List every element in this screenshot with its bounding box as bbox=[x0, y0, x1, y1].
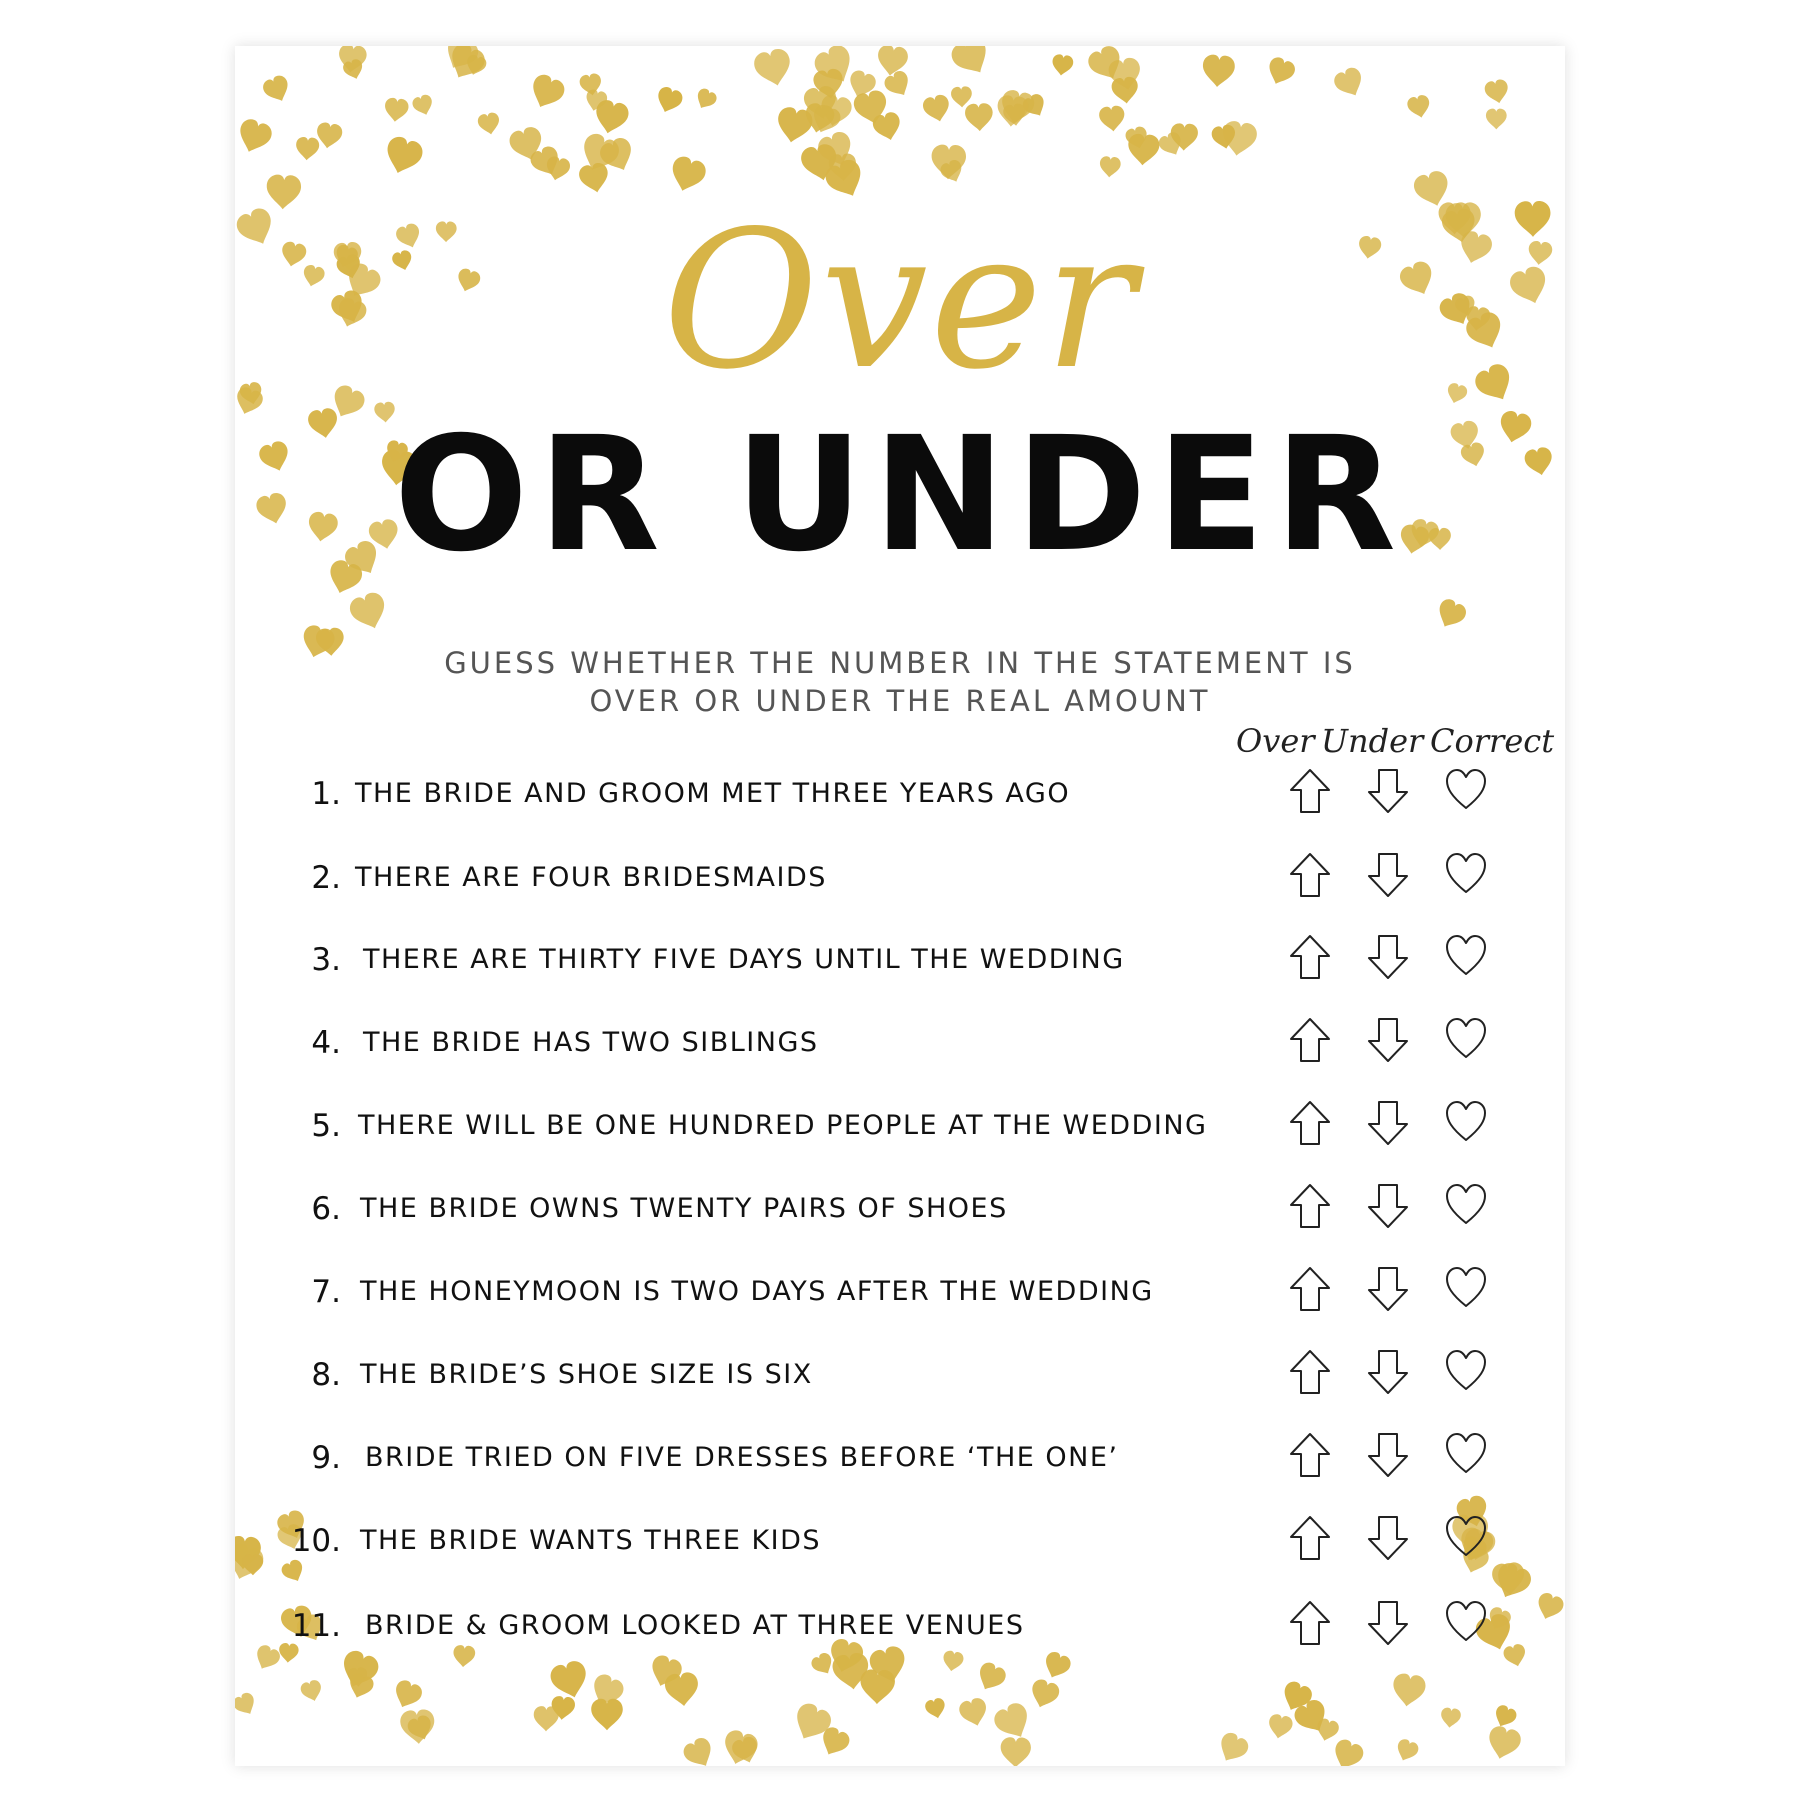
gold-heart-icon bbox=[1264, 55, 1298, 89]
gold-heart-icon bbox=[591, 1699, 623, 1731]
gold-heart-icon bbox=[400, 1709, 436, 1745]
statement-row bbox=[235, 1096, 1565, 1156]
gold-heart-icon bbox=[1214, 1730, 1252, 1766]
gold-heart-icon bbox=[1099, 156, 1121, 178]
arrow-down-icon[interactable] bbox=[1365, 766, 1411, 816]
heart-icon[interactable] bbox=[1443, 1181, 1489, 1231]
arrow-down-icon[interactable] bbox=[1365, 1181, 1411, 1231]
gold-heart-icon bbox=[1486, 109, 1507, 130]
statement-number: 7. bbox=[311, 1274, 341, 1310]
column-header-under: Under bbox=[1321, 722, 1424, 760]
heart-icon[interactable] bbox=[1443, 1430, 1489, 1480]
gold-heart-icon bbox=[1406, 94, 1432, 120]
statement-row bbox=[235, 1179, 1565, 1239]
arrow-up-icon[interactable] bbox=[1287, 1264, 1333, 1314]
statement-row bbox=[235, 1511, 1565, 1571]
gold-heart-icon bbox=[235, 1690, 259, 1719]
statement-text: THERE WILL BE ONE HUNDRED PEOPLE AT THE WEDDING bbox=[358, 1110, 1208, 1141]
gold-heart-icon bbox=[973, 1660, 1009, 1696]
gold-heart-icon bbox=[383, 97, 409, 123]
statement-text: THERE ARE FOUR BRIDESMAIDS bbox=[355, 862, 827, 893]
arrow-down-icon[interactable] bbox=[1365, 850, 1411, 900]
arrow-up-icon[interactable] bbox=[1287, 1347, 1333, 1397]
arrow-up-icon[interactable] bbox=[1287, 1181, 1333, 1231]
arrow-up-icon[interactable] bbox=[1287, 766, 1333, 816]
heart-icon[interactable] bbox=[1443, 1513, 1489, 1563]
gold-heart-icon bbox=[957, 1696, 990, 1729]
gold-heart-icon bbox=[1329, 1737, 1366, 1766]
statement-text: BRIDE TRIED ON FIVE DRESSES BEFORE ‘THE ONE’ bbox=[365, 1442, 1119, 1473]
gold-heart-icon bbox=[720, 1728, 761, 1766]
title-script-over: Over bbox=[662, 190, 1138, 411]
gold-heart-icon bbox=[991, 1699, 1036, 1744]
statement-row bbox=[235, 764, 1565, 824]
gold-heart-icon bbox=[1483, 78, 1510, 105]
statement-number: 11. bbox=[291, 1608, 341, 1644]
arrow-up-icon[interactable] bbox=[1287, 850, 1333, 900]
gold-heart-icon bbox=[526, 72, 568, 114]
arrow-up-icon[interactable] bbox=[1287, 1430, 1333, 1480]
gold-heart-icon bbox=[1491, 1703, 1519, 1731]
instructions-line-2: OVER OR UNDER THE REAL AMOUNT bbox=[589, 684, 1211, 718]
gold-heart-icon bbox=[266, 174, 302, 210]
gold-heart-icon bbox=[1393, 1737, 1420, 1764]
heart-icon[interactable] bbox=[1443, 1015, 1489, 1065]
heart-icon[interactable] bbox=[1443, 1598, 1489, 1648]
gold-heart-icon bbox=[693, 86, 719, 112]
gold-heart-icon bbox=[1484, 1724, 1523, 1763]
gold-heart-icon bbox=[1440, 1707, 1462, 1729]
arrow-down-icon[interactable] bbox=[1365, 1015, 1411, 1065]
gold-heart-icon bbox=[882, 68, 915, 101]
arrow-down-icon[interactable] bbox=[1365, 1513, 1411, 1563]
gold-heart-icon bbox=[1391, 1672, 1427, 1708]
arrow-down-icon[interactable] bbox=[1365, 1430, 1411, 1480]
arrow-down-icon[interactable] bbox=[1365, 1347, 1411, 1397]
gold-heart-icon bbox=[477, 111, 502, 136]
column-header-over: Over bbox=[1236, 722, 1315, 760]
gold-heart-icon bbox=[965, 103, 994, 132]
arrow-up-icon[interactable] bbox=[1287, 1015, 1333, 1065]
heart-icon[interactable] bbox=[1443, 1098, 1489, 1148]
gold-heart-icon bbox=[390, 1678, 425, 1713]
gold-heart-icon bbox=[921, 93, 952, 124]
gold-heart-icon bbox=[295, 137, 320, 162]
gold-heart-icon bbox=[1098, 105, 1126, 133]
arrow-up-icon[interactable] bbox=[1287, 1598, 1333, 1648]
gold-heart-icon bbox=[752, 47, 795, 90]
gold-heart-icon bbox=[664, 1671, 701, 1708]
gold-heart-icon bbox=[947, 46, 995, 81]
gold-heart-icon bbox=[1027, 1677, 1062, 1712]
game-sheet bbox=[235, 46, 1565, 1766]
heart-icon[interactable] bbox=[1443, 850, 1489, 900]
statement-text: THE HONEYMOON IS TWO DAYS AFTER THE WEDDING bbox=[360, 1276, 1154, 1307]
statement-number: 1. bbox=[311, 776, 341, 812]
heart-icon[interactable] bbox=[1443, 766, 1489, 816]
instructions-line-1: GUESS WHETHER THE NUMBER IN THE STATEMENT IS bbox=[444, 646, 1356, 680]
gold-heart-icon bbox=[1051, 53, 1074, 76]
statement-text: THE BRIDE HAS TWO SIBLINGS bbox=[363, 1027, 819, 1058]
gold-heart-icon bbox=[680, 1735, 718, 1766]
gold-heart-icon bbox=[1127, 133, 1160, 166]
gold-heart-icon bbox=[1000, 1737, 1031, 1766]
gold-heart-icon bbox=[1002, 103, 1027, 128]
statement-text: THE BRIDE OWNS TWENTY PAIRS OF SHOES bbox=[360, 1193, 1008, 1224]
statement-row bbox=[235, 848, 1565, 908]
statement-text: THE BRIDE WANTS THREE KIDS bbox=[360, 1525, 822, 1556]
gold-heart-icon bbox=[411, 93, 436, 118]
statement-number: 5. bbox=[311, 1108, 341, 1144]
gold-heart-icon bbox=[577, 161, 611, 195]
gold-heart-icon bbox=[653, 85, 684, 116]
statement-number: 6. bbox=[311, 1191, 341, 1227]
gold-heart-icon bbox=[235, 116, 275, 157]
gold-heart-icon bbox=[951, 86, 973, 108]
gold-heart-icon bbox=[261, 73, 294, 106]
column-header-correct: Correct bbox=[1430, 722, 1555, 760]
arrow-up-icon[interactable] bbox=[1287, 1098, 1333, 1148]
gold-heart-icon bbox=[1266, 1713, 1294, 1741]
arrow-down-icon[interactable] bbox=[1365, 932, 1411, 982]
statement-number: 10. bbox=[291, 1523, 341, 1559]
statement-row bbox=[235, 1596, 1565, 1656]
gold-heart-icon bbox=[548, 1659, 592, 1703]
statement-text: THERE ARE THIRTY FIVE DAYS UNTIL THE WEDDING bbox=[363, 944, 1125, 975]
heart-icon[interactable] bbox=[1443, 1264, 1489, 1314]
statement-number: 2. bbox=[311, 860, 341, 896]
arrow-down-icon[interactable] bbox=[1365, 1098, 1411, 1148]
gold-heart-icon bbox=[1433, 596, 1469, 632]
arrow-down-icon[interactable] bbox=[1365, 1264, 1411, 1314]
gold-heart-icon bbox=[381, 134, 426, 179]
arrow-up-icon[interactable] bbox=[1287, 1513, 1333, 1563]
statement-row bbox=[235, 1345, 1565, 1405]
arrow-up-icon[interactable] bbox=[1287, 932, 1333, 982]
statement-text: THE BRIDE AND GROOM MET THREE YEARS AGO bbox=[355, 778, 1071, 809]
gold-heart-icon bbox=[347, 590, 391, 634]
statement-row bbox=[235, 1262, 1565, 1322]
arrow-down-icon[interactable] bbox=[1365, 1598, 1411, 1648]
statement-row bbox=[235, 930, 1565, 990]
statement-number: 8. bbox=[311, 1357, 341, 1393]
gold-heart-icon bbox=[1331, 65, 1368, 102]
heart-icon[interactable] bbox=[1443, 1347, 1489, 1397]
statement-number: 9. bbox=[311, 1440, 341, 1476]
gold-heart-icon bbox=[299, 1678, 324, 1703]
title-or-under: OR UNDER bbox=[393, 403, 1407, 587]
gold-heart-icon bbox=[924, 1697, 948, 1721]
heart-icon[interactable] bbox=[1443, 932, 1489, 982]
statement-row bbox=[235, 1013, 1565, 1073]
gold-heart-icon bbox=[1111, 76, 1140, 105]
statement-row bbox=[235, 1428, 1565, 1488]
statement-text: BRIDE & GROOM LOOKED AT THREE VENUES bbox=[365, 1610, 1025, 1641]
statement-number: 4. bbox=[311, 1025, 341, 1061]
statement-text: THE BRIDE’S SHOE SIZE IS SIX bbox=[360, 1359, 813, 1390]
gold-heart-icon bbox=[1201, 54, 1236, 89]
instructions bbox=[235, 644, 1565, 720]
statement-number: 3. bbox=[311, 942, 341, 978]
